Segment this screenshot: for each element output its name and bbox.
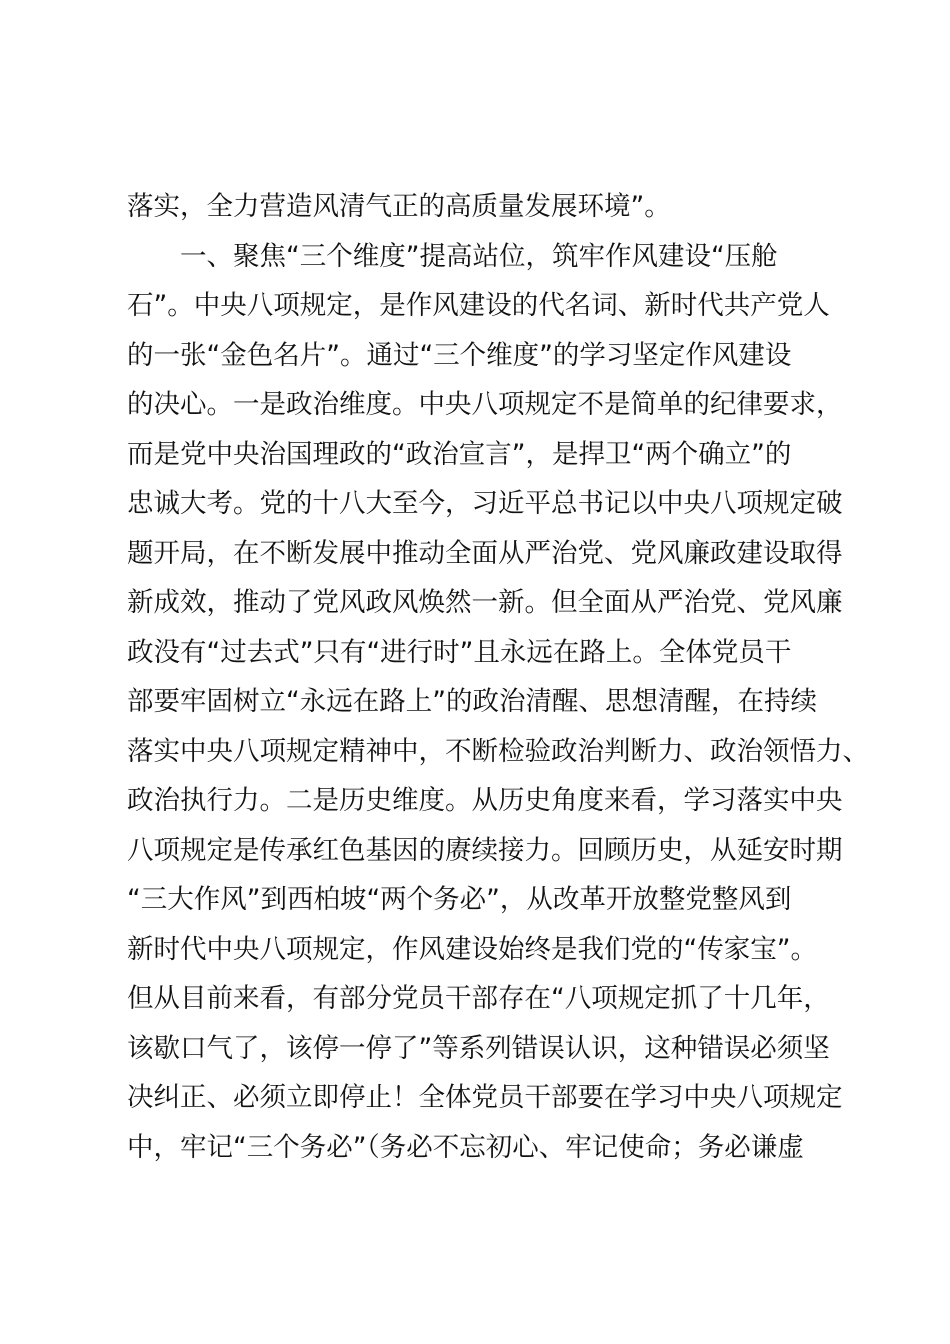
text-line: 落实，全力营造风清气正的高质量发展环境”。 [127, 191, 671, 222]
text-line: 该歇口气了，该停一停了”等系列错误认识，这种错误必须坚 [127, 1032, 830, 1064]
text-line: 决纠正、必须立即停止！全体党员干部要在学习中央八项规定 [127, 1082, 843, 1113]
text-line: 新时代中央八项规定，作风建设始终是我们党的“传家宝”。 [127, 933, 817, 965]
text-line: 政没有“过去式”只有“进行时”且永远在路上。全体党员干 [127, 636, 792, 668]
text-line: 新成效，推动了党风政风焕然一新。但全面从严治党、党风廉 [127, 587, 843, 618]
text-line: 但从目前来看，有部分党员干部存在“八项规定抓了十几年， [127, 983, 830, 1014]
text-line: 而是党中央治国理政的“政治宣言”，是捍卫“两个确立”的 [127, 438, 792, 470]
text-line: 政治执行力。二是历史维度。从历史角度来看，学习落实中央 [127, 785, 843, 816]
text-line: “三大作风”到西柏坡“两个务必”，从改革开放整党整风到 [127, 884, 792, 915]
text-line: 部要牢固树立“永远在路上”的政治清醒、思想清醒，在持续 [127, 686, 817, 717]
text-line: 石”。中央八项规定，是作风建设的代名词、新时代共产党人 [127, 290, 830, 321]
text-line: 落实中央八项规定精神中，不断检验政治判断力、政治领悟力、 [127, 735, 869, 767]
text-line: 的决心。一是政治维度。中央八项规定不是简单的纪律要求， [127, 389, 843, 420]
text-line: 忠诚大考。党的十八大至今，习近平总书记以中央八项规定破 [127, 488, 843, 519]
section-heading-line: 一、聚焦“三个维度”提高站位，筑牢作风建设“压舱 [180, 240, 778, 272]
text-line: 的一张“金色名片”。通过“三个维度”的学习坚定作风建设 [127, 339, 792, 371]
text-line: 八项规定是传承红色基因的赓续接力。回顾历史，从延安时期 [127, 834, 843, 866]
text-line: 中，牢记“三个务必”（务必不忘初心、牢记使命；务必谦虚 [127, 1131, 804, 1163]
body-text [127, 182, 869, 1172]
text-line: 题开局，在不断发展中推动全面从严治党、党风廉政建设取得 [127, 537, 843, 569]
